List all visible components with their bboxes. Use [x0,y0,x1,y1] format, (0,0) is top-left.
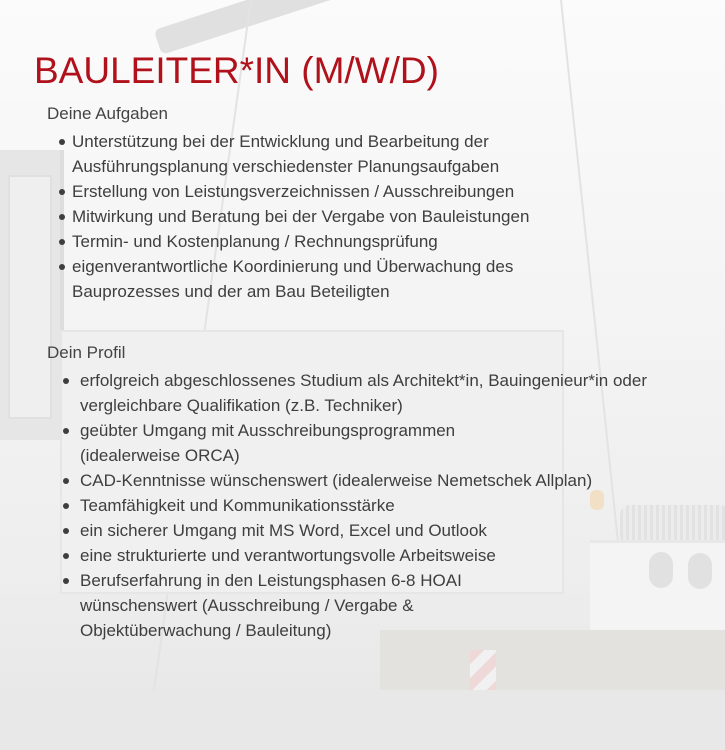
list-item: ein sicherer Umgang mit MS Word, Excel und Outlook [62,518,702,543]
bullet-icon [59,239,65,245]
bullet-icon [59,139,65,145]
list-item: CAD-Kenntnisse wünschenswert (idealerweise Nemetschek Allplan) [62,468,702,493]
bullet-icon [63,503,69,509]
tasks-list [56,129,696,304]
list-item: Unterstützung bei der Entwicklung und Bearbeitung der Ausführungsplanung verschiedenster Planungsaufgaben [56,129,696,179]
job-title: BAULEITER*IN (M/W/D) [34,50,439,91]
list-item: erfolgreich abgeschlossenes Studium als Architekt*in, Bauingenieur*in oder vergleichbare Qualifikation (z.B. Techniker) [62,368,702,418]
list-item: Termin- und Kostenplanung / Rechnungsprüfung [56,229,696,254]
list-item: eigenverantwortliche Koordinierung und Überwachung des Bauprozesses und der am Bau Beteiligten [56,254,696,304]
list-item: geübter Umgang mit Ausschreibungsprogrammen (idealerweise ORCA) [62,418,702,468]
bullet-icon [63,378,69,384]
bullet-icon [63,578,69,584]
profile-heading: Dein Profil [47,343,126,362]
bullet-icon [59,214,65,220]
bullet-icon [63,428,69,434]
bullet-icon [63,478,69,484]
profile-list [62,368,702,643]
list-item: Erstellung von Leistungsverzeichnissen / Ausschreibungen [56,179,696,204]
bullet-icon [63,528,69,534]
list-item: Teamfähigkeit und Kommunikationsstärke [62,493,702,518]
bullet-icon [59,264,65,270]
list-item: Berufserfahrung in den Leistungsphasen 6-8 HOAI wünschenswert (Ausschreibung / Vergabe & Objektüberwachung / Bauleitung) [62,568,702,643]
bullet-icon [63,553,69,559]
tasks-heading: Deine Aufgaben [47,104,168,123]
list-item: eine strukturierte und verantwortungsvolle Arbeitsweise [62,543,702,568]
list-item: Mitwirkung und Beratung bei der Vergabe von Bauleistungen [56,204,696,229]
bullet-icon [59,189,65,195]
